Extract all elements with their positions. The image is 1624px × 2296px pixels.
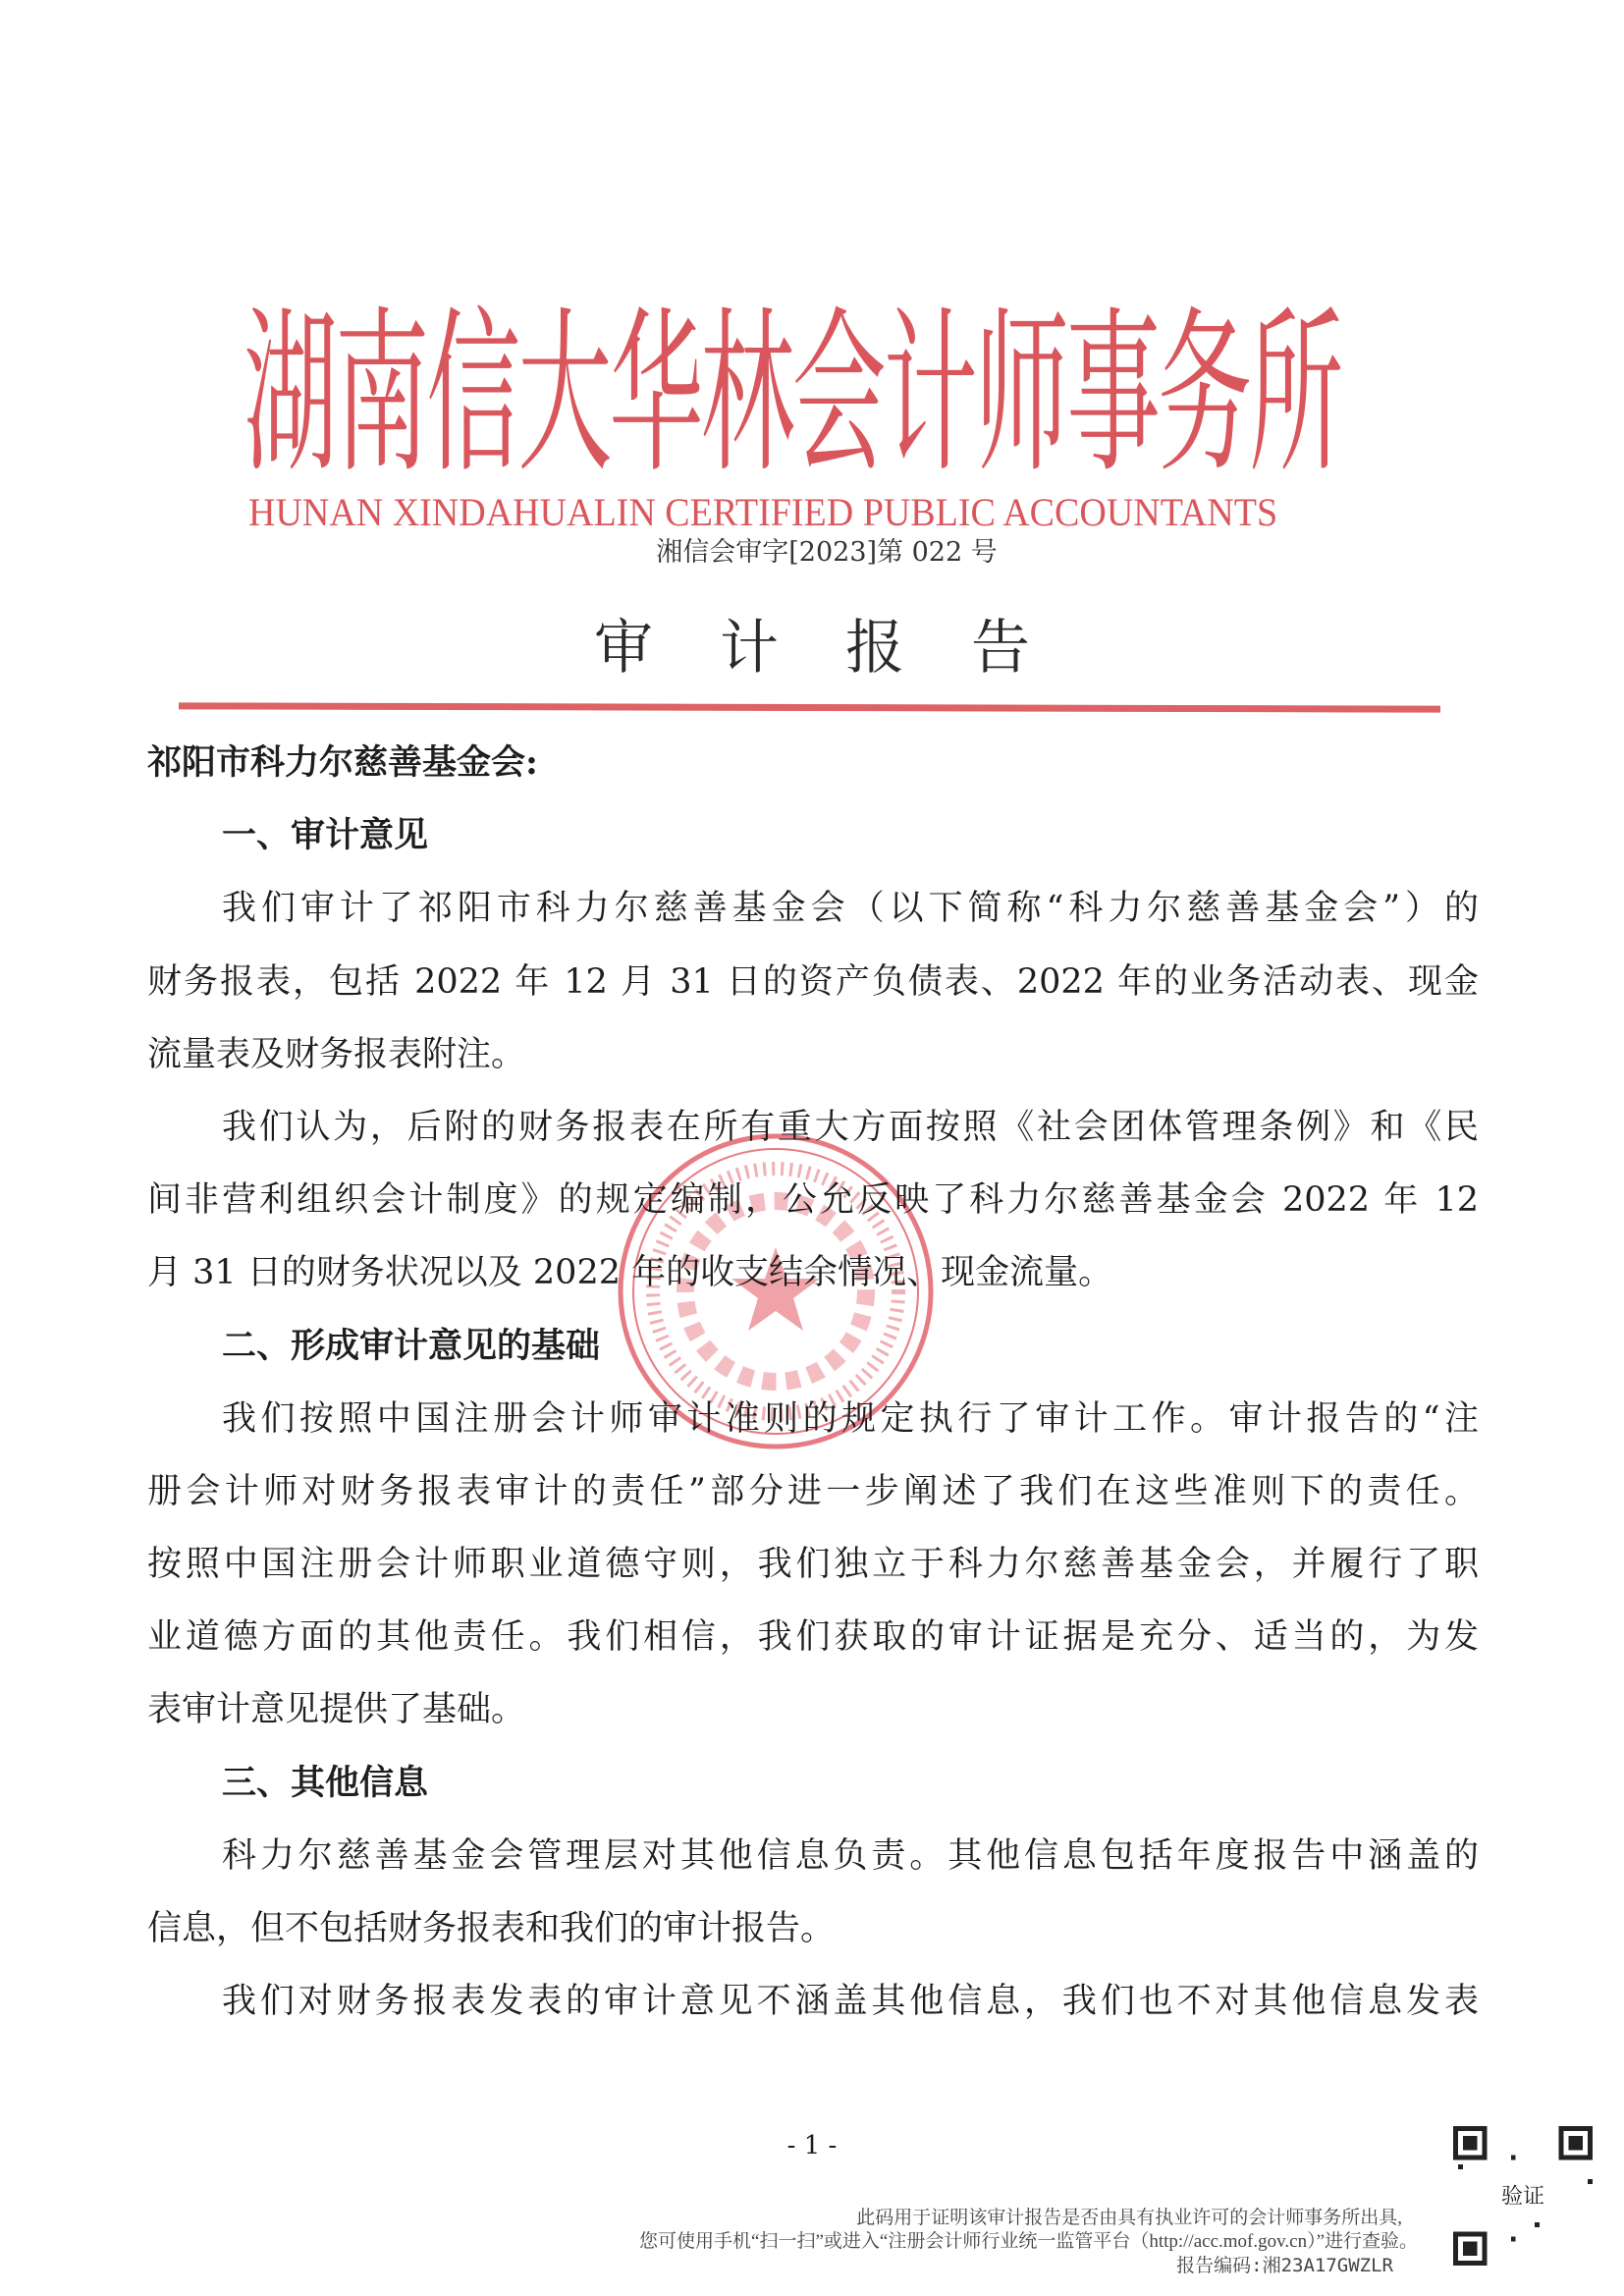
section-heading: 二、形成审计意见的基础 <box>222 1325 601 1366</box>
text-line: 我们认为，后附的财务报表在所有重大方面按照《社会团体管理条例》和《民 <box>222 1107 1479 1147</box>
text-line: 月 31 日的财务状况以及 2022 年的收支结余情况、现金流量。 <box>147 1253 1113 1293</box>
firm-name-en: HUNAN XINDAHUALIN CERTIFIED PUBLIC ACCOUNTANTS <box>248 490 1278 534</box>
firm-name-cn: 湖南信大华林会计师事务所 <box>244 290 1341 498</box>
page-number: - 1 - <box>786 2131 838 2160</box>
section-heading: 一、审计意见 <box>222 815 429 856</box>
text-line: 按照中国注册会计师职业道德守则，我们独立于科力尔慈善基金会，并履行了职 <box>147 1545 1479 1585</box>
text-line: 流量表及财务报表附注。 <box>147 1034 526 1074</box>
report-code: 报告编码:湘23A17GWZLR <box>1176 2255 1393 2276</box>
verify-note-1: 此码用于证明该审计报告是否由具有执业许可的会计师事务所出具, <box>856 2208 1402 2228</box>
verify-note-2: 您可使用手机“扫一扫”或进入“注册会计师行业统一监管平台（http://acc.mof.gov.cn）”进行查验。 <box>639 2231 1418 2252</box>
addressee: 祁阳市科力尔慈善基金会: <box>147 742 538 783</box>
qr-label: 验证 <box>1500 2184 1545 2210</box>
text-line: 我们按照中国注册会计师审计准则的规定执行了审计工作。审计报告的“注 <box>222 1398 1479 1439</box>
page-title: 审计报告 <box>594 614 1097 683</box>
section-heading: 三、其他信息 <box>222 1762 429 1803</box>
text-line: 我们审计了祁阳市科力尔慈善基金会（以下简称“科力尔慈善基金会”）的 <box>222 889 1479 929</box>
reference-number: 湘信会审字[2023]第 022 号 <box>656 537 998 568</box>
text-line: 业道德方面的其他责任。我们相信，我们获取的审计证据是充分、适当的，为发 <box>147 1617 1479 1658</box>
text-line: 册会计师对财务报表审计的责任”部分进一步阐述了我们在这些准则下的责任。 <box>147 1471 1479 1511</box>
qr-module <box>1588 2179 1593 2184</box>
qr-module <box>1535 2222 1540 2227</box>
red-divider <box>179 702 1440 712</box>
text-line: 财务报表，包括 2022 年 12 月 31 日的资产负债表、2022 年的业务活动表、现金 <box>147 961 1479 1002</box>
text-line: 我们对财务报表发表的审计意见不涵盖其他信息，我们也不对其他信息发表 <box>222 1982 1479 2022</box>
qr-module <box>1511 2237 1516 2242</box>
qr-module <box>1511 2155 1516 2159</box>
qr-code-icon[interactable] <box>1453 2126 1593 2266</box>
qr-module <box>1458 2164 1463 2169</box>
text-line: 表审计意见提供了基础。 <box>147 1690 526 1730</box>
text-line: 科力尔慈善基金会管理层对其他信息负责。其他信息包括年度报告中涵盖的 <box>222 1835 1479 1876</box>
report-body <box>147 727 1479 2038</box>
text-line: 间非营利组织会计制度》的规定编制，公允反映了科力尔慈善基金会 2022 年 12 <box>147 1180 1479 1221</box>
text-line: 信息，但不包括财务报表和我们的审计报告。 <box>147 1909 836 1948</box>
